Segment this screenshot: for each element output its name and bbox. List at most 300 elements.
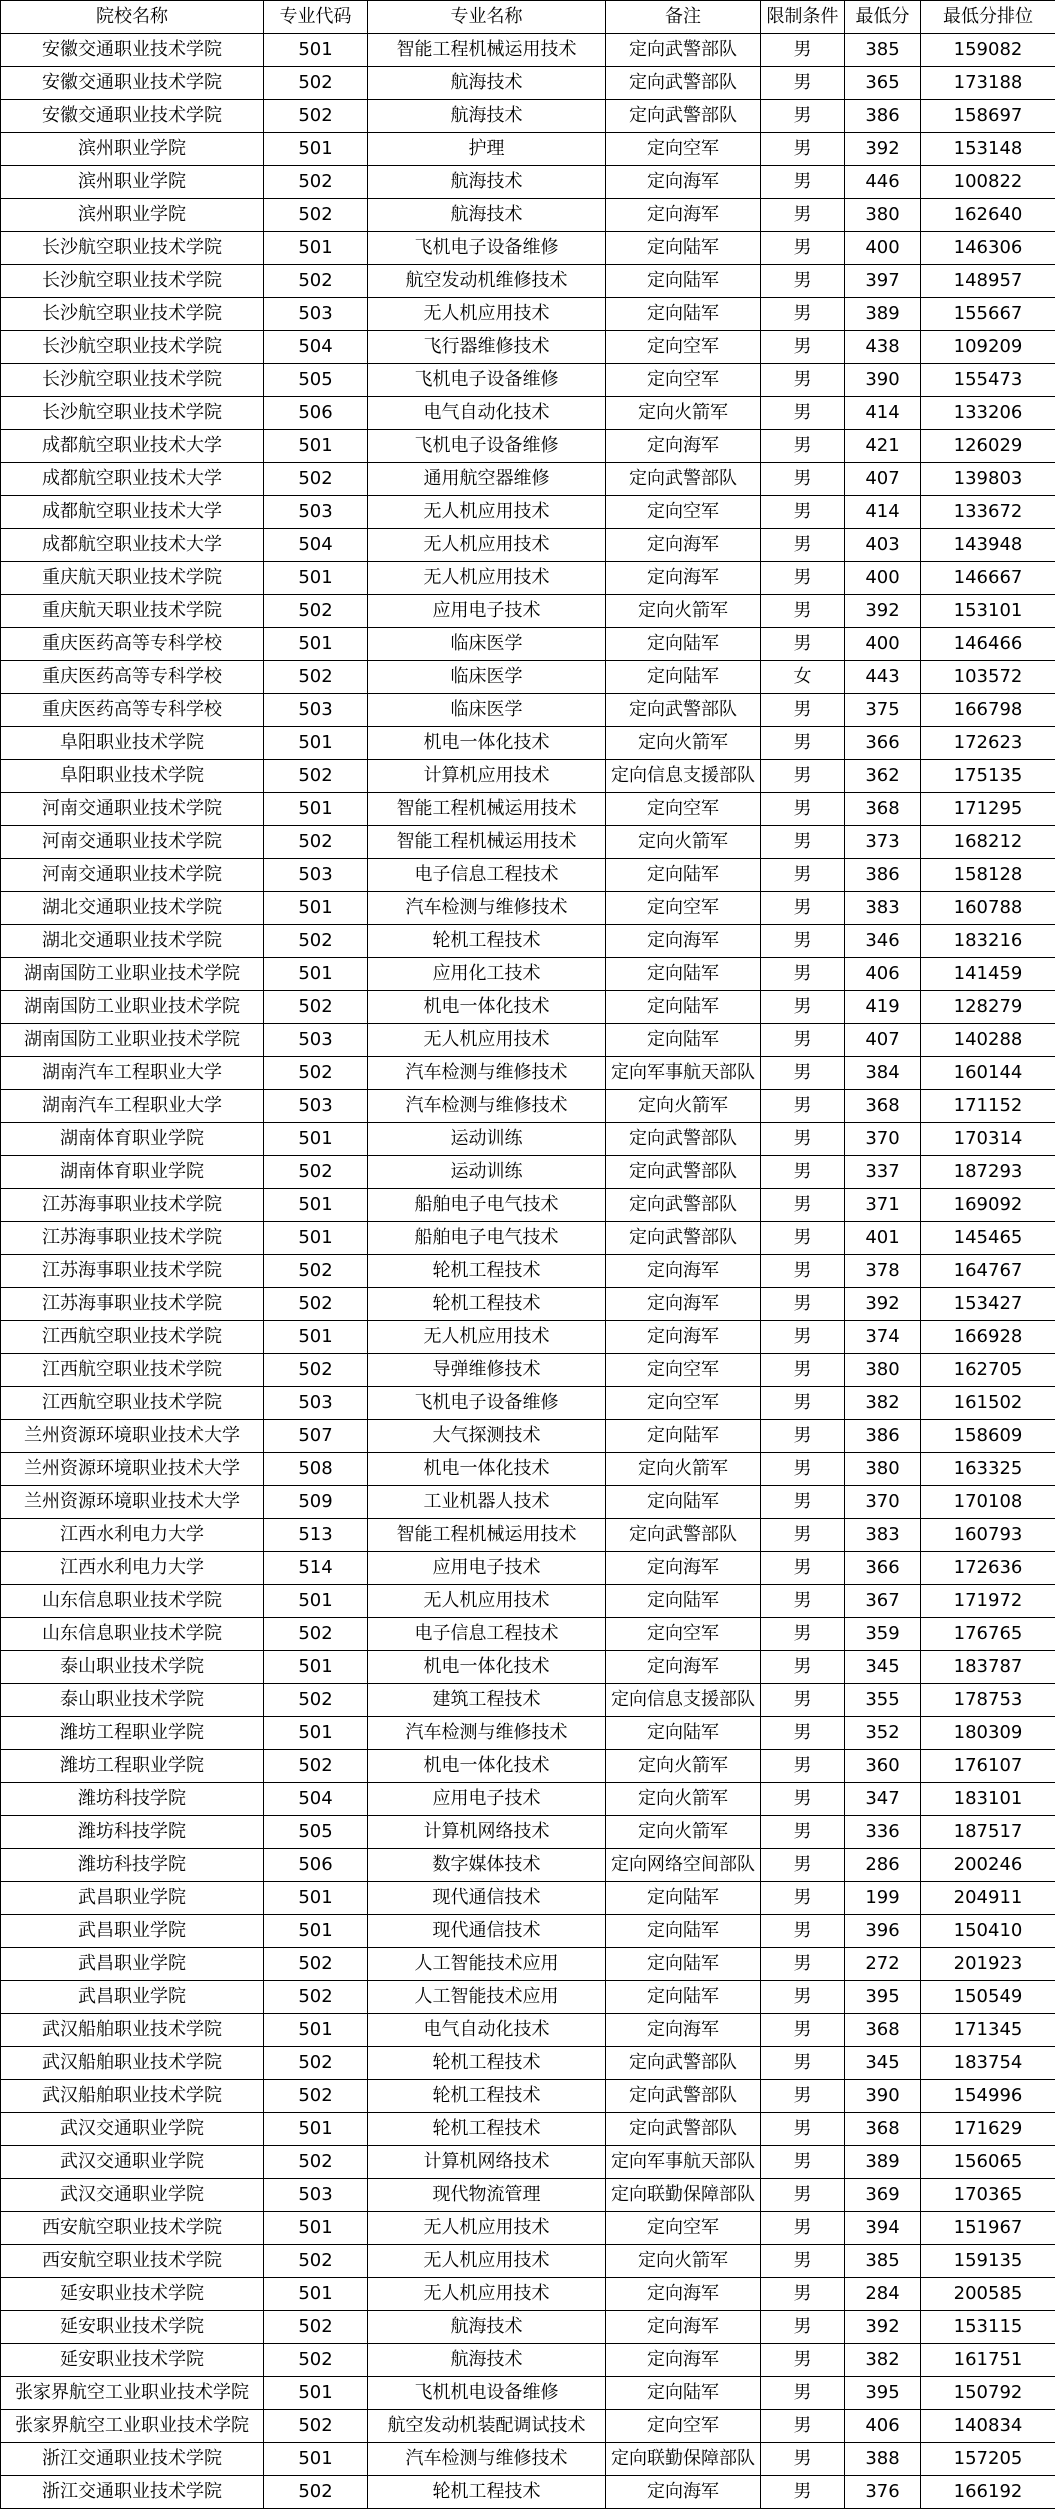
- min-rank-cell: 148957: [921, 265, 1055, 298]
- restriction-cell: 男: [761, 1420, 845, 1453]
- school-name-cell: 河南交通职业技术学院: [1, 793, 264, 826]
- min-rank-cell: 150792: [921, 2377, 1055, 2410]
- school-name-cell: 滨州职业学院: [1, 199, 264, 232]
- min-score-cell: 386: [845, 859, 921, 892]
- school-name-cell: 浙江交通职业技术学院: [1, 2476, 264, 2509]
- table-row: [1, 1024, 1055, 1057]
- restriction-cell: 男: [761, 727, 845, 760]
- min-score-cell: 368: [845, 1090, 921, 1123]
- restriction-cell: 男: [761, 265, 845, 298]
- min-rank-cell: 155473: [921, 364, 1055, 397]
- remark-cell: 定向陆军: [606, 1882, 761, 1915]
- min-rank-cell: 128279: [921, 991, 1055, 1024]
- major-code-cell: 509: [264, 1486, 368, 1519]
- school-name-cell: 阜阳职业技术学院: [1, 727, 264, 760]
- remark-cell: 定向空军: [606, 2212, 761, 2245]
- min-score-cell: 443: [845, 661, 921, 694]
- major-name-cell: 护理: [368, 133, 606, 166]
- remark-cell: 定向空军: [606, 496, 761, 529]
- major-code-cell: 505: [264, 1816, 368, 1849]
- school-name-cell: 长沙航空职业技术学院: [1, 397, 264, 430]
- remark-cell: 定向陆军: [606, 298, 761, 331]
- min-score-cell: 368: [845, 2014, 921, 2047]
- restriction-cell: 男: [761, 67, 845, 100]
- min-score-cell: 368: [845, 793, 921, 826]
- table-row: [1, 2311, 1055, 2344]
- restriction-cell: 男: [761, 1552, 845, 1585]
- min-score-cell: 395: [845, 1981, 921, 2014]
- school-name-cell: 江西水利电力大学: [1, 1552, 264, 1585]
- table-row: [1, 298, 1055, 331]
- min-score-cell: 396: [845, 1915, 921, 1948]
- min-score-cell: 384: [845, 1057, 921, 1090]
- min-rank-cell: 158697: [921, 100, 1055, 133]
- school-name-cell: 重庆医药高等专科学校: [1, 628, 264, 661]
- school-name-cell: 湖北交通职业技术学院: [1, 892, 264, 925]
- school-name-cell: 安徽交通职业技术学院: [1, 67, 264, 100]
- major-code-cell: 502: [264, 199, 368, 232]
- remark-cell: 定向海军: [606, 1255, 761, 1288]
- min-rank-cell: 183787: [921, 1651, 1055, 1684]
- min-rank-cell: 170314: [921, 1123, 1055, 1156]
- restriction-cell: 男: [761, 628, 845, 661]
- min-score-cell: 382: [845, 2344, 921, 2377]
- min-score-cell: 346: [845, 925, 921, 958]
- restriction-cell: 男: [761, 2311, 845, 2344]
- school-name-cell: 重庆航天职业技术学院: [1, 595, 264, 628]
- min-score-cell: 336: [845, 1816, 921, 1849]
- min-rank-cell: 162640: [921, 199, 1055, 232]
- restriction-cell: 男: [761, 1156, 845, 1189]
- min-score-cell: 366: [845, 727, 921, 760]
- min-rank-cell: 161751: [921, 2344, 1055, 2377]
- major-code-cell: 502: [264, 2344, 368, 2377]
- remark-cell: 定向陆军: [606, 2377, 761, 2410]
- school-name-cell: 长沙航空职业技术学院: [1, 232, 264, 265]
- major-name-cell: 航空发动机维修技术: [368, 265, 606, 298]
- major-name-cell: 轮机工程技术: [368, 2047, 606, 2080]
- min-rank-cell: 172636: [921, 1552, 1055, 1585]
- major-name-cell: 现代通信技术: [368, 1882, 606, 1915]
- major-code-cell: 501: [264, 430, 368, 463]
- table-row: [1, 826, 1055, 859]
- major-code-cell: 503: [264, 859, 368, 892]
- restriction-cell: 男: [761, 1486, 845, 1519]
- table-row: [1, 397, 1055, 430]
- major-name-cell: 无人机应用技术: [368, 298, 606, 331]
- table-row: [1, 1618, 1055, 1651]
- min-score-cell: 374: [845, 1321, 921, 1354]
- major-code-cell: 501: [264, 892, 368, 925]
- table-row: [1, 661, 1055, 694]
- table-row: [1, 760, 1055, 793]
- table-row: [1, 529, 1055, 562]
- major-name-cell: 航空发动机装配调试技术: [368, 2410, 606, 2443]
- school-name-cell: 滨州职业学院: [1, 133, 264, 166]
- remark-cell: 定向火箭军: [606, 1750, 761, 1783]
- remark-cell: 定向海军: [606, 2344, 761, 2377]
- school-name-cell: 兰州资源环境职业技术大学: [1, 1453, 264, 1486]
- min-score-cell: 390: [845, 364, 921, 397]
- min-score-cell: 369: [845, 2179, 921, 2212]
- major-code-cell: 501: [264, 1222, 368, 1255]
- restriction-cell: 男: [761, 430, 845, 463]
- restriction-cell: 男: [761, 2113, 845, 2146]
- min-rank-cell: 187517: [921, 1816, 1055, 1849]
- major-name-cell: 飞机电子设备维修: [368, 430, 606, 463]
- restriction-cell: 男: [761, 34, 845, 67]
- restriction-cell: 男: [761, 1255, 845, 1288]
- min-score-cell: 385: [845, 34, 921, 67]
- table-row: [1, 694, 1055, 727]
- major-code-cell: 504: [264, 529, 368, 562]
- school-name-cell: 江苏海事职业技术学院: [1, 1255, 264, 1288]
- table-row: [1, 1816, 1055, 1849]
- major-name-cell: 轮机工程技术: [368, 925, 606, 958]
- min-score-cell: 380: [845, 1453, 921, 1486]
- major-code-cell: 504: [264, 1783, 368, 1816]
- remark-cell: 定向空军: [606, 892, 761, 925]
- min-rank-cell: 166928: [921, 1321, 1055, 1354]
- header-major-code: 专业代码: [264, 1, 368, 34]
- min-rank-cell: 158609: [921, 1420, 1055, 1453]
- table-row: [1, 100, 1055, 133]
- major-code-cell: 503: [264, 298, 368, 331]
- header-restriction: 限制条件: [761, 1, 845, 34]
- restriction-cell: 男: [761, 1090, 845, 1123]
- major-code-cell: 502: [264, 595, 368, 628]
- major-name-cell: 无人机应用技术: [368, 562, 606, 595]
- restriction-cell: 男: [761, 1024, 845, 1057]
- major-name-cell: 计算机网络技术: [368, 2146, 606, 2179]
- table-row: [1, 1915, 1055, 1948]
- restriction-cell: 男: [761, 1783, 845, 1816]
- school-name-cell: 阜阳职业技术学院: [1, 760, 264, 793]
- min-score-cell: 378: [845, 1255, 921, 1288]
- school-name-cell: 武昌职业学院: [1, 1981, 264, 2014]
- min-score-cell: 370: [845, 1123, 921, 1156]
- restriction-cell: 男: [761, 1816, 845, 1849]
- min-score-cell: 386: [845, 1420, 921, 1453]
- major-code-cell: 504: [264, 331, 368, 364]
- school-name-cell: 江西水利电力大学: [1, 1519, 264, 1552]
- min-rank-cell: 200585: [921, 2278, 1055, 2311]
- major-name-cell: 临床医学: [368, 694, 606, 727]
- min-rank-cell: 133206: [921, 397, 1055, 430]
- restriction-cell: 男: [761, 595, 845, 628]
- school-name-cell: 安徽交通职业技术学院: [1, 34, 264, 67]
- major-code-cell: 501: [264, 34, 368, 67]
- min-rank-cell: 178753: [921, 1684, 1055, 1717]
- min-rank-cell: 160793: [921, 1519, 1055, 1552]
- major-name-cell: 汽车检测与维修技术: [368, 1057, 606, 1090]
- remark-cell: 定向武警部队: [606, 1519, 761, 1552]
- major-code-cell: 501: [264, 1123, 368, 1156]
- restriction-cell: 男: [761, 1981, 845, 2014]
- major-code-cell: 501: [264, 1189, 368, 1222]
- min-score-cell: 368: [845, 2113, 921, 2146]
- min-score-cell: 392: [845, 595, 921, 628]
- remark-cell: 定向火箭军: [606, 1816, 761, 1849]
- major-name-cell: 机电一体化技术: [368, 727, 606, 760]
- major-code-cell: 501: [264, 2014, 368, 2047]
- remark-cell: 定向空军: [606, 1387, 761, 1420]
- table-row: [1, 1981, 1055, 2014]
- remark-cell: 定向陆军: [606, 1420, 761, 1453]
- restriction-cell: 男: [761, 1057, 845, 1090]
- remark-cell: 定向海军: [606, 1552, 761, 1585]
- school-name-cell: 延安职业技术学院: [1, 2311, 264, 2344]
- school-name-cell: 兰州资源环境职业技术大学: [1, 1486, 264, 1519]
- major-code-cell: 501: [264, 232, 368, 265]
- restriction-cell: 男: [761, 2014, 845, 2047]
- remark-cell: 定向联勤保障部队: [606, 2179, 761, 2212]
- table-row: [1, 1849, 1055, 1882]
- min-rank-cell: 157205: [921, 2443, 1055, 2476]
- remark-cell: 定向军事航天部队: [606, 1057, 761, 1090]
- major-name-cell: 应用电子技术: [368, 595, 606, 628]
- restriction-cell: 男: [761, 1519, 845, 1552]
- school-name-cell: 成都航空职业技术大学: [1, 496, 264, 529]
- restriction-cell: 男: [761, 2245, 845, 2278]
- table-row: [1, 34, 1055, 67]
- school-name-cell: 滨州职业学院: [1, 166, 264, 199]
- remark-cell: 定向海军: [606, 2014, 761, 2047]
- table-row: [1, 2344, 1055, 2377]
- min-score-cell: 438: [845, 331, 921, 364]
- table-row: [1, 364, 1055, 397]
- min-score-cell: 419: [845, 991, 921, 1024]
- restriction-cell: 男: [761, 991, 845, 1024]
- school-name-cell: 西安航空职业技术学院: [1, 2212, 264, 2245]
- min-score-cell: 389: [845, 298, 921, 331]
- min-rank-cell: 171295: [921, 793, 1055, 826]
- table-row: [1, 1882, 1055, 1915]
- major-code-cell: 501: [264, 1915, 368, 1948]
- restriction-cell: 男: [761, 2443, 845, 2476]
- school-name-cell: 延安职业技术学院: [1, 2344, 264, 2377]
- table-row: [1, 265, 1055, 298]
- major-code-cell: 502: [264, 1981, 368, 2014]
- min-rank-cell: 163325: [921, 1453, 1055, 1486]
- major-code-cell: 501: [264, 958, 368, 991]
- remark-cell: 定向信息支援部队: [606, 1684, 761, 1717]
- table-row: [1, 595, 1055, 628]
- restriction-cell: 女: [761, 661, 845, 694]
- remark-cell: 定向海军: [606, 529, 761, 562]
- major-name-cell: 轮机工程技术: [368, 1255, 606, 1288]
- major-name-cell: 轮机工程技术: [368, 2080, 606, 2113]
- table-row: [1, 1453, 1055, 1486]
- school-name-cell: 成都航空职业技术大学: [1, 463, 264, 496]
- min-score-cell: 385: [845, 2245, 921, 2278]
- remark-cell: 定向火箭军: [606, 595, 761, 628]
- restriction-cell: 男: [761, 892, 845, 925]
- header-school-name: 院校名称: [1, 1, 264, 34]
- restriction-cell: 男: [761, 1222, 845, 1255]
- school-name-cell: 武汉交通职业学院: [1, 2146, 264, 2179]
- major-name-cell: 导弹维修技术: [368, 1354, 606, 1387]
- major-code-cell: 502: [264, 1618, 368, 1651]
- major-code-cell: 502: [264, 925, 368, 958]
- table-body: [1, 34, 1055, 2509]
- remark-cell: 定向军事航天部队: [606, 2146, 761, 2179]
- remark-cell: 定向海军: [606, 199, 761, 232]
- table-row: [1, 2179, 1055, 2212]
- major-code-cell: 502: [264, 1255, 368, 1288]
- school-name-cell: 泰山职业技术学院: [1, 1651, 264, 1684]
- min-score-cell: 355: [845, 1684, 921, 1717]
- major-name-cell: 无人机应用技术: [368, 1024, 606, 1057]
- remark-cell: 定向海军: [606, 2311, 761, 2344]
- remark-cell: 定向陆军: [606, 1486, 761, 1519]
- restriction-cell: 男: [761, 562, 845, 595]
- restriction-cell: 男: [761, 793, 845, 826]
- major-name-cell: 计算机应用技术: [368, 760, 606, 793]
- min-score-cell: 370: [845, 1486, 921, 1519]
- school-name-cell: 长沙航空职业技术学院: [1, 364, 264, 397]
- min-score-cell: 366: [845, 1552, 921, 1585]
- remark-cell: 定向空军: [606, 1354, 761, 1387]
- school-name-cell: 湖南体育职业学院: [1, 1123, 264, 1156]
- table-row: [1, 496, 1055, 529]
- min-rank-cell: 171345: [921, 2014, 1055, 2047]
- restriction-cell: 男: [761, 1288, 845, 1321]
- min-rank-cell: 201923: [921, 1948, 1055, 1981]
- remark-cell: 定向陆军: [606, 1585, 761, 1618]
- min-rank-cell: 166192: [921, 2476, 1055, 2509]
- remark-cell: 定向海军: [606, 166, 761, 199]
- min-score-cell: 392: [845, 1288, 921, 1321]
- remark-cell: 定向海军: [606, 2278, 761, 2311]
- major-name-cell: 运动训练: [368, 1156, 606, 1189]
- min-score-cell: 371: [845, 1189, 921, 1222]
- restriction-cell: 男: [761, 1618, 845, 1651]
- min-score-cell: 284: [845, 2278, 921, 2311]
- table-row: [1, 1189, 1055, 1222]
- min-rank-cell: 159135: [921, 2245, 1055, 2278]
- min-score-cell: 392: [845, 2311, 921, 2344]
- min-score-cell: 401: [845, 1222, 921, 1255]
- major-code-cell: 503: [264, 1024, 368, 1057]
- table-row: [1, 2278, 1055, 2311]
- major-name-cell: 电气自动化技术: [368, 2014, 606, 2047]
- min-rank-cell: 158128: [921, 859, 1055, 892]
- major-name-cell: 飞机电子设备维修: [368, 1387, 606, 1420]
- restriction-cell: 男: [761, 364, 845, 397]
- major-name-cell: 航海技术: [368, 2311, 606, 2344]
- min-score-cell: 337: [845, 1156, 921, 1189]
- table-row: [1, 562, 1055, 595]
- restriction-cell: 男: [761, 397, 845, 430]
- min-rank-cell: 140288: [921, 1024, 1055, 1057]
- school-name-cell: 潍坊科技学院: [1, 1783, 264, 1816]
- table-row: [1, 628, 1055, 661]
- table-row: [1, 1354, 1055, 1387]
- min-rank-cell: 150549: [921, 1981, 1055, 2014]
- major-code-cell: 502: [264, 1354, 368, 1387]
- major-code-cell: 501: [264, 133, 368, 166]
- major-name-cell: 汽车检测与维修技术: [368, 1090, 606, 1123]
- major-code-cell: 501: [264, 2113, 368, 2146]
- major-name-cell: 汽车检测与维修技术: [368, 2443, 606, 2476]
- remark-cell: 定向海军: [606, 2476, 761, 2509]
- min-score-cell: 199: [845, 1882, 921, 1915]
- major-code-cell: 501: [264, 2278, 368, 2311]
- table-row: [1, 991, 1055, 1024]
- min-rank-cell: 164767: [921, 1255, 1055, 1288]
- min-rank-cell: 145465: [921, 1222, 1055, 1255]
- restriction-cell: 男: [761, 2146, 845, 2179]
- restriction-cell: 男: [761, 331, 845, 364]
- school-name-cell: 湖南国防工业职业技术学院: [1, 958, 264, 991]
- major-name-cell: 无人机应用技术: [368, 2278, 606, 2311]
- major-name-cell: 应用电子技术: [368, 1552, 606, 1585]
- min-score-cell: 414: [845, 397, 921, 430]
- school-name-cell: 长沙航空职业技术学院: [1, 331, 264, 364]
- major-name-cell: 临床医学: [368, 661, 606, 694]
- school-name-cell: 安徽交通职业技术学院: [1, 100, 264, 133]
- major-code-cell: 502: [264, 2047, 368, 2080]
- min-score-cell: 365: [845, 67, 921, 100]
- restriction-cell: 男: [761, 859, 845, 892]
- table-row: [1, 1519, 1055, 1552]
- restriction-cell: 男: [761, 2476, 845, 2509]
- remark-cell: 定向网络空间部队: [606, 1849, 761, 1882]
- min-rank-cell: 151967: [921, 2212, 1055, 2245]
- remark-cell: 定向火箭军: [606, 1453, 761, 1486]
- major-name-cell: 无人机应用技术: [368, 2245, 606, 2278]
- min-rank-cell: 200246: [921, 1849, 1055, 1882]
- major-code-cell: 501: [264, 2443, 368, 2476]
- major-code-cell: 502: [264, 2311, 368, 2344]
- min-score-cell: 407: [845, 1024, 921, 1057]
- school-name-cell: 潍坊工程职业学院: [1, 1750, 264, 1783]
- school-name-cell: 山东信息职业技术学院: [1, 1585, 264, 1618]
- restriction-cell: 男: [761, 133, 845, 166]
- min-rank-cell: 155667: [921, 298, 1055, 331]
- min-rank-cell: 183754: [921, 2047, 1055, 2080]
- min-score-cell: 392: [845, 133, 921, 166]
- school-name-cell: 武汉船舶职业技术学院: [1, 2080, 264, 2113]
- table-row: [1, 1486, 1055, 1519]
- min-score-cell: 386: [845, 100, 921, 133]
- major-name-cell: 航海技术: [368, 100, 606, 133]
- restriction-cell: 男: [761, 1717, 845, 1750]
- major-name-cell: 计算机网络技术: [368, 1816, 606, 1849]
- remark-cell: 定向陆军: [606, 232, 761, 265]
- table-row: [1, 2476, 1055, 2509]
- min-rank-cell: 161502: [921, 1387, 1055, 1420]
- remark-cell: 定向武警部队: [606, 2113, 761, 2146]
- remark-cell: 定向信息支援部队: [606, 760, 761, 793]
- min-score-cell: 403: [845, 529, 921, 562]
- school-name-cell: 武汉交通职业学院: [1, 2113, 264, 2146]
- major-code-cell: 501: [264, 562, 368, 595]
- min-rank-cell: 143948: [921, 529, 1055, 562]
- school-name-cell: 江苏海事职业技术学院: [1, 1288, 264, 1321]
- major-name-cell: 航海技术: [368, 166, 606, 199]
- major-code-cell: 501: [264, 1882, 368, 1915]
- restriction-cell: 男: [761, 2179, 845, 2212]
- min-score-cell: 421: [845, 430, 921, 463]
- restriction-cell: 男: [761, 1849, 845, 1882]
- major-code-cell: 502: [264, 166, 368, 199]
- table-row: [1, 2443, 1055, 2476]
- major-name-cell: 船舶电子电气技术: [368, 1222, 606, 1255]
- major-name-cell: 运动训练: [368, 1123, 606, 1156]
- major-name-cell: 应用电子技术: [368, 1783, 606, 1816]
